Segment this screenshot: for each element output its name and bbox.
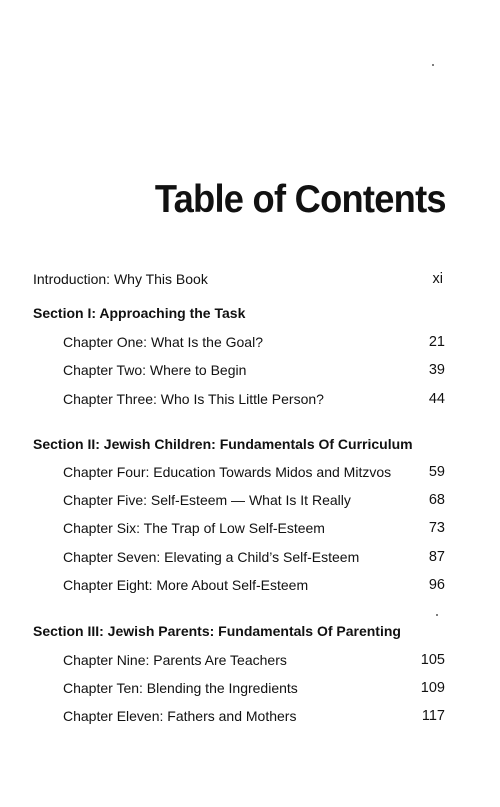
toc-entry-label: Chapter One: What Is the Goal?	[63, 334, 263, 350]
section-heading-3: Section III: Jewish Parents: Fundamentals Of Parenting	[33, 623, 401, 639]
toc-entry-page: 105	[420, 652, 445, 668]
toc-entry-label: Chapter Five: Self-Esteem — What Is It Really	[63, 492, 351, 508]
section-heading-1: Section I: Approaching the Task	[33, 305, 246, 321]
toc-entry-label: Chapter Three: Who Is This Little Person?	[63, 391, 324, 407]
toc-entry-page: 44	[428, 391, 445, 407]
toc-entry-label: Chapter Four: Education Towards Midos and Mitzvos	[63, 464, 392, 480]
section-heading-2: Section II: Jewish Children: Fundamentals Of Curriculum	[33, 436, 413, 452]
toc-entry-page: 87	[428, 549, 445, 565]
toc-entry-page: xi	[432, 271, 443, 287]
toc-entry-page: 96	[428, 577, 445, 593]
toc-entry-label: Chapter Ten: Blending the Ingredients	[63, 680, 298, 696]
toc-entry-label: Introduction: Why This Book	[33, 271, 208, 287]
toc-entry-label: Chapter Six: The Trap of Low Self-Esteem	[63, 520, 325, 536]
toc-entry-page: 109	[420, 680, 445, 696]
print-speck	[436, 614, 438, 616]
toc-entry-label: Chapter Eleven: Fathers and Mothers	[63, 708, 297, 724]
page-title: Table of Contents	[155, 178, 446, 221]
toc-entry-label: Chapter Two: Where to Begin	[63, 362, 247, 378]
toc-entry-label: Chapter Eight: More About Self-Esteem	[63, 577, 309, 593]
toc-entry-label: Chapter Nine: Parents Are Teachers	[63, 652, 287, 668]
toc-entry-page: 73	[428, 520, 445, 536]
toc-entry-page: 117	[421, 708, 445, 724]
print-speck	[432, 64, 434, 66]
toc-entry-page: 68	[428, 492, 445, 508]
toc-entry-label: Chapter Seven: Elevating a Child’s Self-Esteem	[63, 549, 360, 565]
toc-entry-page: 39	[428, 362, 445, 378]
toc-entry-page: 59	[428, 464, 445, 480]
toc-entry-page: 21	[428, 334, 445, 350]
